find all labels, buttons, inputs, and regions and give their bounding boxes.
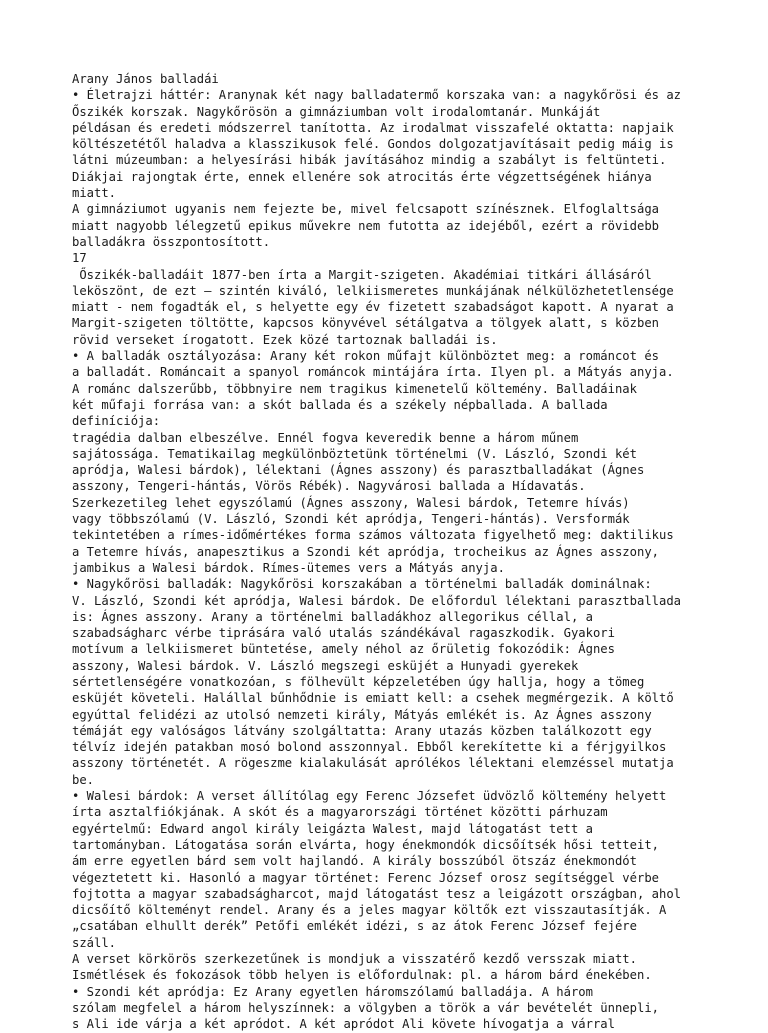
text-line: Margit-szigeten töltötte, kapcsos könyvével sétálgatva a tölgyek alatt, s közben bbox=[72, 316, 659, 331]
text-line: látni múzeumban: a helyesírási hibák javításához mindig a szabályt is feltünteti. bbox=[72, 153, 667, 168]
text-line: • Nagykőrösi balladák: Nagykőrösi korszakában a történelmi balladák dominálnak: bbox=[72, 577, 652, 592]
text-line: vagy többszólamú (V. László, Szondi két apródja, Tengeri-hántás). Versformák bbox=[72, 512, 630, 527]
text-line: s Ali ide várja a két apródot. A két apródot Ali követe hívogatja a várral bbox=[72, 1017, 615, 1032]
text-line: A gimnáziumot ugyanis nem fejezte be, mivel felcsapott színésznek. Elfoglaltsága bbox=[72, 202, 659, 217]
text-line: Őszikék korszak. Nagykőrösön a gimnáziumban volt irodalomtanár. Munkáját bbox=[72, 104, 601, 119]
text-line: végeztetett ki. Hasonló a magyar történet: Ferenc József orosz segítséggel vérbe bbox=[72, 870, 659, 885]
text-line: definíciója: bbox=[72, 414, 161, 429]
text-line: tekintetében a rímes-időmértékes forma számos változata figyelhető meg: daktilikus bbox=[72, 528, 674, 543]
text-line: egyúttal felidézi az utolsó nemzeti király, Mátyás emlékét is. Az Ágnes asszony bbox=[72, 707, 652, 722]
text-line: • Életrajzi háttér: Aranynak két nagy balladatermő korszaka van: a nagykőrösi és az bbox=[72, 88, 682, 103]
text-line: sértetlenségére vonatkozóan, s fölhevült képzeletében úgy hallja, hogy a tömeg bbox=[72, 674, 645, 689]
text-line: témáját egy valóságos látvány szolgáltatta: Arany utazás közben találkozott egy bbox=[72, 723, 652, 738]
text-line: leköszönt, de ezt – szintén kiváló, lelkiismeretes munkájának nélkülözhetetlensége bbox=[72, 283, 674, 298]
text-line: motívum a lelkiismeret büntetése, amely néhol az őrületig fokozódik: Ágnes bbox=[72, 642, 615, 657]
text-line: írta asztalfiókjának. A skót és a magyarországi történet közötti párhuzam bbox=[72, 805, 608, 820]
text-line: szabadságharc vérbe tiprására való utalás szándékával ragaszkodik. Gyakori bbox=[72, 626, 615, 641]
text-line: Szerkezetileg lehet egyszólamú (Ágnes asszony, Walesi bárdok, Tetemre hívás) bbox=[72, 495, 630, 510]
text-line: dicsőítő költeményt rendel. Arany és a jeles magyar költők ezt visszautasítják. A bbox=[72, 903, 667, 918]
text-line: a Tetemre hívás, anapesztikus a Szondi két apródja, trocheikus az Ágnes asszony, bbox=[72, 544, 659, 559]
text-line: fojtotta a magyar szabadságharcot, majd látogatást tesz a leigázott országban, ahol bbox=[72, 886, 682, 901]
text-line: rövid verseket írogatott. Ezek közé tartoznak balladái is. bbox=[72, 332, 498, 347]
text-line: asszony, Walesi bárdok. V. László megszegi esküjét a Hunyadi gyerekek bbox=[72, 658, 579, 673]
text-line: esküjét követeli. Halállal bűnhődnie is emiatt kell: a csehek megmérgezik. A költő bbox=[72, 691, 674, 706]
document-title: Arany János balladái bbox=[72, 72, 219, 86]
document-page bbox=[72, 71, 732, 1033]
text-line: miatt. bbox=[72, 186, 117, 201]
text-line: sajátossága. Tematikailag megkülönböztetünk történelmi (V. László, Szondi két bbox=[72, 446, 637, 461]
text-line: Ismétlések és fokozások több helyen is előfordulnak: pl. a három bárd énekében. bbox=[72, 968, 652, 983]
text-line: • Szondi két apródja: Ez Arany egyetlen háromszólamú balladája. A három bbox=[72, 984, 593, 999]
text-line: költészetétől haladva a klasszikusok felé. Gondos dolgozatjavításait pedig máig is bbox=[72, 137, 674, 152]
text-line: Őszikék-balladáit 1877-ben írta a Margit-szigeten. Akadémiai titkári állásáról bbox=[72, 267, 652, 282]
text-line: jambikus a Walesi bárdok. Rímes-ütemes vers a Mátyás anyja. bbox=[72, 560, 505, 575]
text-line: • A balladák osztályozása: Arany két rokon műfajt különböztet meg: a románcot és bbox=[72, 349, 659, 364]
text-line: A verset körkörös szerkezetűnek is mondjuk a visszatérő kezdő versszak miatt. bbox=[72, 952, 637, 967]
text-line: példásan és eredeti módszerrel tanította. Az irodalmat visszafelé oktatta: napjaik bbox=[72, 120, 674, 135]
text-line: miatt nagyobb lélegzetű epikus művekre nem futotta az idejéből, ezért a rövidebb bbox=[72, 218, 659, 233]
text-line: tragédia dalban elbeszélve. Ennél fogva keveredik benne a három műnem bbox=[72, 430, 579, 445]
text-line: télvíz idején patakban mosó bolond asszonnyal. Ebből kerekítette ki a férjgyilkos bbox=[72, 740, 667, 755]
text-line: a balladát. Románcait a spanyol románcok mintájára írta. Ilyen pl. a Mátyás anyja. bbox=[72, 365, 674, 380]
text-line: miatt - nem fogadták el, s helyette egy év fizetett szabadságot kapott. A nyarat a bbox=[72, 300, 674, 315]
text-line: „csatában elhullt derék” Petőfi emlékét idézi, s az átok Ferenc József fejére bbox=[72, 919, 637, 934]
text-line: két műfaji forrása van: a skót ballada és a székely népballada. A ballada bbox=[72, 397, 608, 412]
text-line: ám erre egyetlen bárd sem volt hajlandó. A király bosszúból ötszáz énekmondót bbox=[72, 854, 637, 869]
text-line: • Walesi bárdok: A verset állítólag egy Ferenc Józsefet üdvözlő költemény helyett bbox=[72, 789, 667, 804]
text-line: tartományban. Látogatása során elvárta, hogy énekmondók dicsőítsék hősi tetteit, bbox=[72, 837, 659, 852]
text-line: asszony, Tengeri-hántás, Vörös Rébék). Nagyvárosi ballada a Hídavatás. bbox=[72, 479, 586, 494]
text-line: be. bbox=[72, 772, 95, 787]
text-line: apródja, Walesi bárdok), lélektani (Ágnes asszony) és parasztballadákat (Ágnes bbox=[72, 463, 645, 478]
text-line: 17 bbox=[72, 251, 87, 266]
text-line: A románc dalszerűbb, többnyire nem tragikus kimenetelű költemény. Balladáinak bbox=[72, 381, 637, 396]
text-line: is: Ágnes asszony. Arany a történelmi balladákhoz allegorikus céllal, a bbox=[72, 609, 593, 624]
text-line: V. László, Szondi két apródja, Walesi bárdok. De előfordul lélektani parasztballada bbox=[72, 593, 682, 608]
text-line: egyértelmű: Edward angol király leigázta Walest, majd látogatást tett a bbox=[72, 821, 593, 836]
text-line: száll. bbox=[72, 935, 117, 950]
text-line: balladákra összpontosított. bbox=[72, 234, 271, 249]
text-line: szólam megfelel a három helyszínnek: a völgyben a török a vár bevételét ünnepli, bbox=[72, 1000, 659, 1015]
text-line: Diákjai rajongtak érte, ennek ellenére sok atrocitás érte végzettségének hiánya bbox=[72, 169, 652, 184]
text-line: asszony történetét. A rögeszme kialakulását aprólékos lélektani elemzéssel mutatja bbox=[72, 756, 674, 771]
